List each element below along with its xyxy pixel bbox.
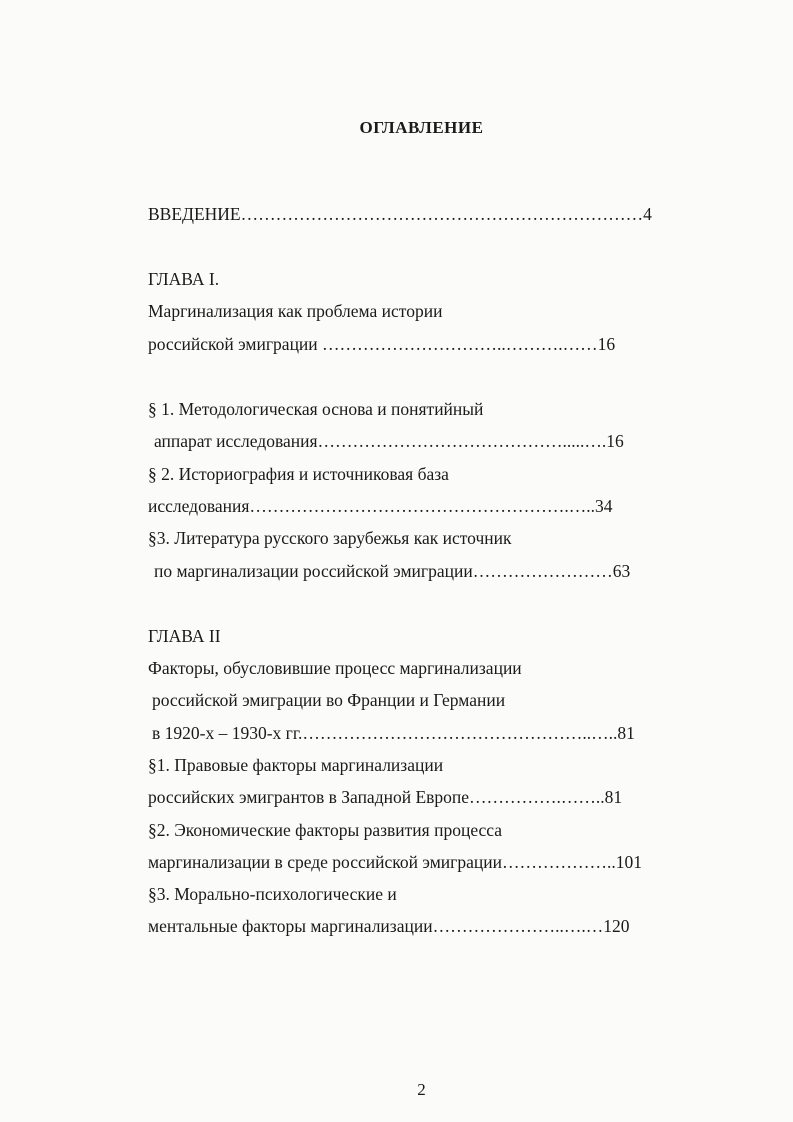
section-2-1-line-1: §1. Правовые факторы маргинализации xyxy=(148,755,444,775)
section-1-1-line-2: аппарат исследования…………………………………….....….16 xyxy=(154,431,624,451)
chapter-2-title-line-1: Факторы, обусловившие процесс маргинализации xyxy=(148,658,522,678)
section-2-3-line-2: ментальные факторы маргинализации…………………..….…120 xyxy=(148,916,630,936)
section-1-3-line-2: по маргинализации российской эмиграции……………………63 xyxy=(154,561,631,581)
chapter-1-title-line-2: российской эмиграции …………………………..……….……16 xyxy=(148,334,616,354)
chapter-1-heading: ГЛАВА I. xyxy=(148,269,220,289)
section-1-2-line-2: исследования……………………………………………….…..34 xyxy=(148,496,613,516)
section-1-3-line-1: §3. Литература русского зарубежья как источник xyxy=(148,528,512,548)
chapter-1-title-line-1: Маргинализация как проблема истории xyxy=(148,301,443,321)
section-1-1-line-1: § 1. Методологическая основа и понятийный xyxy=(148,399,484,419)
page-number: 2 xyxy=(417,1080,426,1099)
page-title: ОГЛАВЛЕНИЕ xyxy=(359,118,484,137)
section-2-3-line-1: §3. Морально-психологические и xyxy=(148,884,397,904)
section-2-2-line-1: §2. Экономические факторы развития процесса xyxy=(148,820,503,840)
toc-intro: ВВЕДЕНИЕ……………………………………………………………4 xyxy=(148,204,652,224)
chapter-2-heading: ГЛАВА II xyxy=(148,626,221,646)
chapter-2-title-line-2: российской эмиграции во Франции и Германии xyxy=(152,690,506,710)
chapter-2-title-line-3: в 1920-х – 1930-х гг.…………………………………………..…..81 xyxy=(152,723,635,743)
section-2-1-line-2: российских эмигрантов в Западной Европе…………….……..81 xyxy=(148,787,623,807)
section-1-2-line-1: § 2. Историография и источниковая база xyxy=(148,464,449,484)
section-2-2-line-2: маргинализации в среде российской эмиграции………………..101 xyxy=(148,852,642,872)
